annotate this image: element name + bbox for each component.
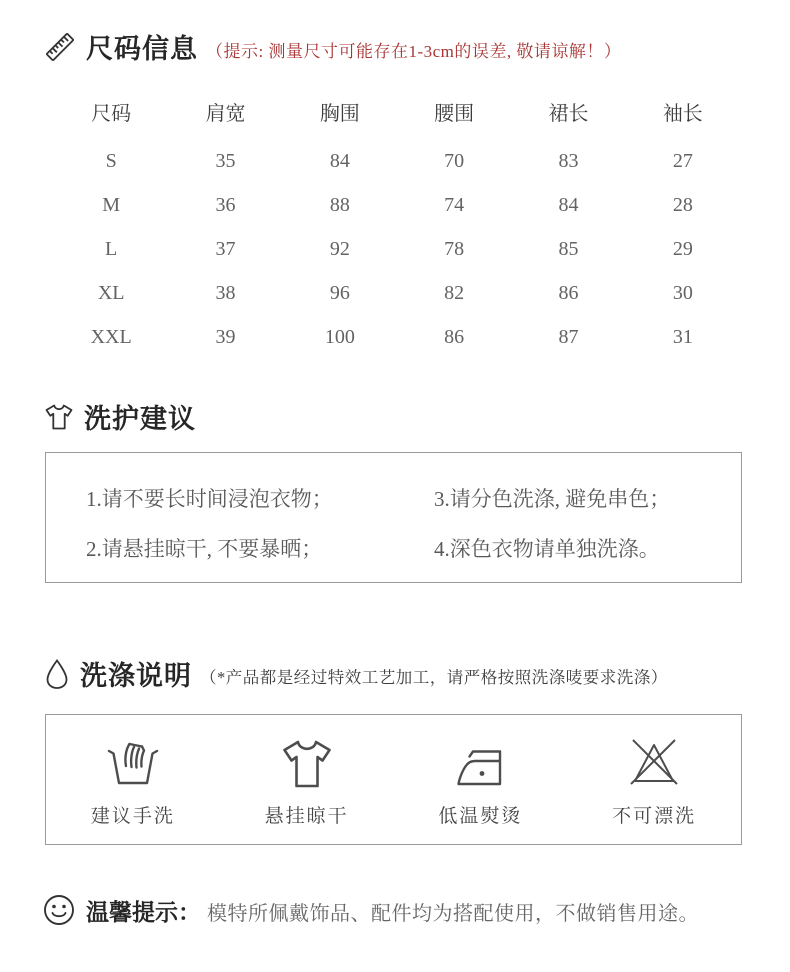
cell: 27 (672, 149, 693, 172)
wash-icons-box (45, 714, 742, 845)
col-header-sleeve-length: 袖长 (662, 103, 703, 125)
table-row (54, 139, 740, 183)
notice-title: 温馨提示： (86, 899, 201, 925)
cell: 92 (329, 237, 350, 260)
col-header-size: 尺码 (91, 103, 132, 125)
wash-label: 不可漂洗 (612, 805, 697, 827)
cell: 84 (558, 193, 579, 216)
notice-text: 模特所佩戴饰品、配件均为搭配使用，不做销售用途。 (207, 903, 699, 925)
cell: 87 (558, 325, 579, 348)
cell: 86 (444, 325, 465, 348)
smiley-icon (42, 893, 76, 927)
cell: 30 (672, 281, 693, 304)
wash-item-hand-wash (46, 732, 220, 828)
cell: XL (97, 281, 125, 304)
wash-label: 低温熨烫 (438, 805, 523, 827)
wash-item-no-bleach (567, 732, 741, 828)
size-info-header (44, 27, 621, 66)
cell: L (105, 237, 118, 260)
size-section-title: 尺码信息 (86, 34, 198, 64)
cell: 38 (215, 281, 236, 304)
care-tips-box (45, 452, 742, 583)
cell: 28 (672, 193, 693, 216)
cell: 36 (215, 193, 236, 216)
cell: 84 (329, 149, 350, 172)
col-header-waist: 腰围 (434, 103, 475, 125)
wash-section-title: 洗涤说明 (80, 661, 192, 691)
water-drop-icon (44, 658, 70, 690)
col-header-shoulder: 肩宽 (205, 103, 246, 125)
cell: 31 (672, 325, 693, 348)
cell: 70 (444, 149, 465, 172)
cell: 78 (444, 237, 465, 260)
care-advice-header (44, 397, 196, 436)
size-table-header-row (54, 88, 740, 139)
tshirt-icon (44, 403, 74, 431)
col-header-bust: 胸围 (319, 103, 360, 125)
care-section-title: 洗护建议 (84, 404, 196, 434)
table-row (54, 271, 740, 315)
hang-dry-icon (279, 734, 335, 790)
cell: 85 (558, 237, 579, 260)
cell: S (105, 149, 117, 172)
care-tip-4: 4.深色衣物请单独洗涤。 (434, 537, 660, 561)
table-row (54, 227, 740, 271)
cell: 39 (215, 325, 236, 348)
size-table (54, 88, 740, 359)
care-tip-3: 3.请分色洗涤, 避免串色； (434, 487, 671, 511)
cell: M (102, 193, 121, 216)
wash-section-hint: （*产品都是经过特效工艺加工，请严格按照洗涤唛要求洗涤） (200, 668, 668, 687)
no-bleach-icon (625, 734, 683, 790)
table-row (54, 183, 740, 227)
size-section-hint: （提示: 测量尺寸可能存在1-3cm的误差, 敬请谅解！） (206, 41, 622, 61)
hand-wash-icon (104, 734, 162, 790)
wash-item-low-iron (394, 732, 568, 828)
low-iron-icon (452, 734, 508, 790)
cell: 74 (444, 193, 465, 216)
table-row (54, 315, 740, 359)
wash-item-hang-dry (220, 732, 394, 828)
warm-notice (42, 893, 699, 927)
cell: 96 (329, 281, 350, 304)
wash-label: 悬挂晾干 (264, 805, 349, 827)
cell: 29 (672, 237, 693, 260)
cell: 100 (324, 325, 355, 348)
cell: XXL (90, 325, 132, 348)
cell: 37 (215, 237, 236, 260)
cell: 88 (329, 193, 350, 216)
cell: 82 (444, 281, 465, 304)
care-tip-2: 2.请悬挂晾干, 不要暴晒； (86, 537, 323, 561)
washing-instructions-header (44, 654, 668, 693)
care-tip-1: 1.请不要长时间浸泡衣物； (86, 487, 333, 511)
ruler-icon (44, 31, 76, 63)
wash-label: 建议手洗 (90, 805, 175, 827)
cell: 86 (558, 281, 579, 304)
cell: 35 (215, 149, 236, 172)
cell: 83 (558, 149, 579, 172)
col-header-skirt-length: 裙长 (548, 103, 589, 125)
